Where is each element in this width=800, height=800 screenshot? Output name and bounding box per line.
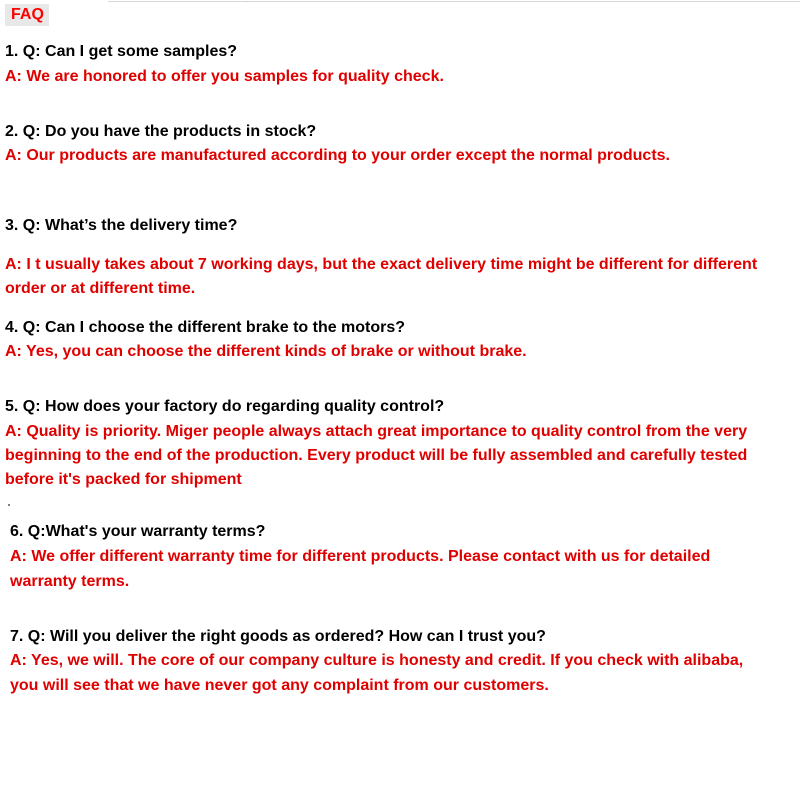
- faq-answer-1-line-1: A: We are honored to offer you samples for quality check.: [5, 68, 444, 85]
- faq-question-5: 5. Q: How does your factory do regarding quality control?: [5, 398, 445, 415]
- faq-answer-4-line-1: A: Yes, you can choose the different kinds of brake or without brake.: [5, 343, 527, 360]
- top-divider-tick: [246, 1, 247, 2]
- faq-answer-5-line-1: A: Quality is priority. Miger people always attach great importance to quality control from the very: [5, 423, 748, 440]
- faq-answer-7-line-2: you will see that we have never got any complaint from our customers.: [10, 677, 549, 694]
- faq-answer-3-line-1: A: I t usually takes about 7 working days, but the exact delivery time might be different for different: [5, 256, 758, 273]
- stray-dot: [8, 504, 10, 506]
- faq-answer-6-line-1: A: We offer different warranty time for different products. Please contact with us for detailed: [10, 548, 711, 565]
- faq-question-4: 4. Q: Can I choose the different brake to the motors?: [5, 319, 406, 336]
- top-divider: [108, 1, 800, 2]
- faq-question-1: 1. Q: Can I get some samples?: [5, 43, 238, 60]
- faq-answer-2-line-1: A: Our products are manufactured according to your order except the normal products.: [5, 147, 670, 164]
- faq-answer-5-line-3: before it's packed for shipment: [5, 471, 242, 488]
- faq-question-3: 3. Q: What’s the delivery time?: [5, 217, 238, 234]
- faq-answer-6-line-2: warranty terms.: [10, 573, 130, 590]
- faq-question-7: 7. Q: Will you deliver the right goods as ordered? How can I trust you?: [10, 628, 546, 645]
- faq-question-2: 2. Q: Do you have the products in stock?: [5, 123, 317, 140]
- faq-title: FAQ: [5, 4, 49, 26]
- faq-answer-5-line-2: beginning to the end of the production. Every product will be fully assembled and carefully tested: [5, 447, 748, 464]
- faq-question-6: 6. Q:What's your warranty terms?: [10, 523, 266, 540]
- faq-answer-7-line-1: A: Yes, we will. The core of our company culture is honesty and credit. If you check with alibaba,: [10, 652, 744, 669]
- faq-answer-3-line-2: order or at different time.: [5, 280, 196, 297]
